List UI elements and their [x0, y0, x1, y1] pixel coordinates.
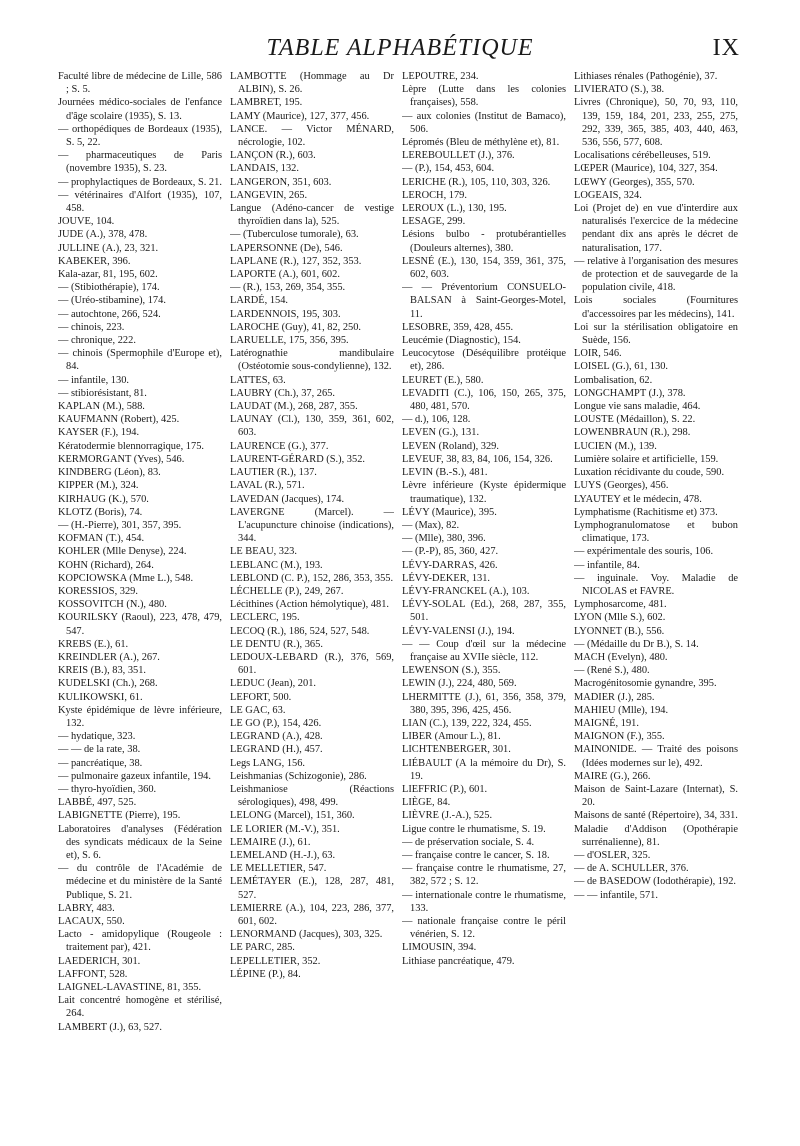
index-entry: — du contrôle de l'Académie de médecine et du ministère de la Santé Publique, S. 21.	[58, 863, 222, 901]
index-entry: LARUELLE, 175, 356, 395.	[230, 335, 349, 347]
index-entry: Lait concentré homogène et stérilisé, 264.	[58, 995, 222, 1020]
index-entry: — (Mlle), 380, 396.	[402, 533, 486, 545]
index-entry: LECLERC, 195.	[230, 612, 300, 624]
index-entry: KIRHAUG (K.), 570.	[58, 493, 149, 505]
index-entry: LAURENCE (G.), 377.	[230, 440, 329, 452]
index-entry: LEFORT, 500.	[230, 691, 292, 703]
index-entry: — — Coup d'œil sur la médecine française au XVIIe siècle, 112.	[402, 638, 566, 663]
index-entry: LYAUTEY et le médecin, 478.	[574, 493, 702, 505]
index-entry: LAROCHE (Guy), 41, 82, 250.	[230, 321, 362, 333]
index-entry: Kyste épidémique de lèvre inférieure, 132.	[58, 704, 222, 729]
index-entry: — pulmonaire gazeux infantile, 194.	[58, 770, 211, 782]
index-entry: LÉVY-SOLAL (Ed.), 268, 287, 355, 501.	[402, 599, 566, 624]
index-entry: LUCIEN (M.), 139.	[574, 440, 657, 452]
index-entry: — chinois, 223.	[58, 321, 125, 333]
index-entry: Faculté libre de médecine de Lille, 586 ; S. 5.	[58, 71, 222, 96]
index-entry: LAEDERICH, 301.	[58, 955, 141, 967]
index-entry: — vétérinaires d'Alfort (1935), 107, 458.	[58, 189, 222, 215]
index-entry: LOISEL (G.), 61, 130.	[574, 361, 668, 373]
index-entry: — thyro-hyoïdien, 360.	[58, 783, 157, 795]
index-entry: KREINDLER (A.), 267.	[58, 651, 160, 663]
index-entry: KIPPER (M.), 324.	[58, 480, 139, 492]
index-entry: LEVEN (Roland), 329.	[402, 440, 499, 452]
index-entry: LEWENSON (S.), 355.	[402, 665, 501, 677]
index-entry: — infantile, 84.	[574, 559, 640, 571]
index-entry: — (Stibiothérapie), 174.	[58, 282, 160, 294]
index-entry: JUDE (A.), 378, 478.	[58, 229, 148, 241]
index-entry: KORESSIOS, 329.	[58, 585, 138, 597]
index-entry: Loi sur la stérilisation obligatoire en Suède, 156.	[574, 321, 738, 347]
index-entry: LABBÉ, 497, 525.	[58, 797, 137, 809]
index-entry: LE GO (P.), 154, 426.	[230, 717, 322, 729]
index-entry: LE BEAU, 323.	[230, 546, 297, 558]
index-entry: LONGCHAMPT (J.), 378.	[574, 387, 686, 399]
index-entry: LABIGNETTE (Pierre), 195.	[58, 810, 181, 822]
index-entry: — relative à l'organisation des mesures de protection et de sauvegarde de la population civile, 418.	[574, 255, 738, 294]
index-entry: — française contre le rhumatisme, 27, 382, 572 ; S. 12.	[402, 863, 566, 888]
index-entry: LIÈVRE (J.-A.), 525.	[402, 810, 493, 822]
index-entry: LAUNAY (Cl.), 130, 359, 361, 602, 603.	[230, 414, 394, 439]
page-title: TABLE ALPHABÉTIQUE	[266, 35, 534, 61]
index-entry: Localisations cérébelleuses, 519.	[574, 150, 711, 162]
index-entry: LARDENNOIS, 195, 303.	[230, 308, 341, 320]
index-entry: MAIGNON (F.), 355.	[574, 731, 665, 743]
index-entry: Legs LANG, 156.	[230, 757, 306, 769]
index-column-3	[402, 70, 566, 1140]
index-entry: LIAN (C.), 139, 222, 324, 455.	[402, 717, 532, 729]
index-entry: LŒWY (Georges), 355, 570.	[574, 176, 695, 188]
index-entry: — — Préventorium CONSUELO-BALSAN à Saint-Georges-Motel, 11.	[402, 282, 566, 320]
index-entry: LATTES, 63.	[230, 374, 286, 386]
index-entry: — autochtone, 266, 524.	[58, 308, 161, 320]
index-entry: Lymphogranulomatose et bubon climatique, 173.	[574, 519, 738, 545]
index-entry: — orthopédiques de Bordeaux (1935), S. 5, 22.	[58, 123, 222, 149]
index-entry: — (H.-Pierre), 301, 357, 395.	[58, 519, 182, 531]
index-entry: KREIS (B.), 83, 351.	[58, 665, 147, 677]
index-entry: LELONG (Marcel), 151, 360.	[230, 810, 355, 822]
index-entry: LÉVY-DARRAS, 426.	[402, 559, 498, 571]
index-entry: LAMBOTTE (Hommage au Dr ALBIN), S. 26.	[230, 71, 394, 96]
index-entry: LÉVY (Maurice), 395.	[402, 506, 497, 518]
index-entry: Kératodermie blennorragique, 175.	[58, 440, 204, 452]
index-entry: LIÉBAULT (A la mémoire du Dr), S. 19.	[402, 757, 566, 782]
index-entry: — de A. SCHULLER, 376.	[574, 863, 689, 875]
index-entry: Ligue contre le rhumatisme, S. 19.	[402, 823, 546, 835]
index-entry: Loi (Projet de) en vue d'interdire aux naturalisés l'exercice de la médecine pendant dix ans après le décret de naturalisation, 177.	[574, 203, 738, 254]
index-entry: Lécithines (Action hémolytique), 481.	[230, 599, 389, 611]
index-entry: — nationale française contre le péril vénérien, S. 12.	[402, 916, 566, 941]
index-entry: — (René S.), 480.	[574, 665, 650, 677]
index-entry: KAYSER (F.), 194.	[58, 427, 140, 439]
index-entry: — chronique, 222.	[58, 335, 136, 347]
index-entry: MAINONIDE. — Traité des poisons (Idées modernes sur le), 492.	[574, 744, 738, 769]
index-entry: Maladie d'Addison (Opothérapie surrénalienne), 81.	[574, 823, 738, 848]
index-entry: LABRY, 483.	[58, 902, 115, 914]
index-entry: LAMBERT (J.), 63, 527.	[58, 1021, 162, 1033]
index-entry: KAPLAN (M.), 588.	[58, 401, 145, 413]
index-entry: Leishmaniose (Réactions sérologiques), 498, 499.	[230, 783, 394, 809]
index-entry: — d'OSLER, 325.	[574, 849, 651, 861]
index-entry: LAFFONT, 528.	[58, 968, 128, 980]
index-entry: KULIKOWSKI, 61.	[58, 691, 143, 703]
index-entry: LAURENT-GÉRARD (S.), 352.	[230, 453, 365, 465]
index-entry: LEVEN (G.), 131.	[402, 427, 480, 439]
index-entry: — chinois (Spermophile d'Europe et), 84.	[58, 348, 222, 373]
index-entry: Laboratoires d'analyses (Fédération des syndicats médicaux de la Seine et), S. 6.	[58, 823, 222, 861]
index-entry: LÉPINE (P.), 84.	[230, 968, 301, 980]
index-entry: KOSSOVITCH (N.), 480.	[58, 599, 167, 611]
index-entry: LIMOUSIN, 394.	[402, 942, 477, 954]
index-entry: JULLINE (A.), 23, 321.	[58, 242, 159, 254]
page-header	[0, 0, 800, 64]
index-entry: Kala-azar, 81, 195, 602.	[58, 269, 158, 281]
index-entry: Lymphosarcome, 481.	[574, 599, 667, 611]
index-entry: — — infantile, 571.	[574, 889, 658, 901]
index-entry: LEGRAND (A.), 428.	[230, 731, 323, 743]
index-entry: KAUFMANN (Robert), 425.	[58, 414, 180, 426]
index-entry: LÉCHELLE (P.), 249, 267.	[230, 585, 344, 597]
index-entry: LOWENBRAUN (R.), 298.	[574, 427, 691, 439]
index-entry: Lombalisation, 62.	[574, 374, 653, 386]
index-entry: LANDAIS, 132.	[230, 163, 299, 175]
index-entry: MAIRE (G.), 266.	[574, 770, 651, 782]
index-entry: LANGERON, 351, 603.	[230, 176, 332, 188]
index-entry: LAPLANE (R.), 127, 352, 353.	[230, 255, 362, 267]
index-entry: LARDÉ, 154.	[230, 295, 289, 307]
index-entry: LIEFFRIC (P.), 601.	[402, 783, 488, 795]
index-entry: LOUSTE (Médaillon), S. 22.	[574, 414, 696, 426]
index-entry: LEDOUX-LEBARD (R.), 376, 569, 601.	[230, 651, 394, 677]
index-entry: KERMORGANT (Yves), 546.	[58, 453, 185, 465]
index-entry: LÉVY-FRANCKEL (A.), 103.	[402, 585, 530, 597]
index-entry: LAPORTE (A.), 601, 602.	[230, 269, 340, 281]
index-entry: Lèpre (Lutte dans les colonies françaises), 558.	[402, 84, 566, 109]
index-entry: Leishmanias (Schizogonie), 286.	[230, 770, 367, 782]
index-entry: — inguinale. Voy. Maladie de NICOLAS et FAVRE.	[574, 572, 738, 597]
index-entry: — hydatique, 323.	[58, 731, 136, 743]
index-entry: LAVEDAN (Jacques), 174.	[230, 493, 345, 505]
index-entry: Lumière solaire et artificielle, 159.	[574, 453, 719, 465]
index-entry: LEROUX (L.), 130, 195.	[402, 203, 507, 215]
index-entry: — (R.), 153, 269, 354, 355.	[230, 282, 346, 294]
index-entry: LE DENTU (R.), 365.	[230, 638, 323, 650]
index-entry: LEVEUF, 38, 83, 84, 106, 154, 326.	[402, 453, 553, 465]
index-entry: — aux colonies (Institut de Bamaco), 506.	[402, 110, 566, 135]
index-entry: KLOTZ (Boris), 74.	[58, 506, 143, 518]
index-entry: — (Tuberculose tumorale), 63.	[230, 229, 359, 241]
index-entry: Lithiases rénales (Pathogénie), 37.	[574, 71, 718, 82]
index-entry: Leucocytose (Déséquilibre protéique et), 286.	[402, 348, 566, 373]
index-entry: LHERMITTE (J.), 61, 356, 358, 379, 380, 395, 396, 425, 456.	[402, 691, 566, 716]
index-entry: — (Max), 82.	[402, 519, 460, 531]
index-entry: KINDBERG (Léon), 83.	[58, 467, 161, 479]
index-entry: LAMBRET, 195.	[230, 97, 303, 109]
index-entry: LEPOUTRE, 234.	[402, 71, 479, 82]
index-entry: Latérognathie mandibulaire (Ostéotomie sous-condylienne), 132.	[230, 348, 394, 373]
index-entry: LEPELLETIER, 352.	[230, 955, 321, 967]
index-entry: LE GAC, 63.	[230, 704, 286, 716]
index-entry: LE PARC, 285.	[230, 942, 295, 954]
index-entry: KOHLER (Mlle Denyse), 224.	[58, 546, 187, 558]
index-entry: — pancréatique, 38.	[58, 757, 143, 769]
index-entry: KOURILSKY (Raoul), 223, 478, 479, 547.	[58, 612, 222, 637]
index-entry: LANCE. — Victor MÉNARD, nécrologie, 102.	[230, 123, 394, 149]
index-entry: Lacto - amidopylique (Rougeole : traitement par), 421.	[58, 929, 222, 954]
index-entry: LEVIN (B.-S.), 481.	[402, 467, 488, 479]
index-entry: LAUTIER (R.), 137.	[230, 467, 317, 479]
index-entry: LEBLOND (C. P.), 152, 286, 353, 355.	[230, 572, 394, 584]
index-entry: — (Médaille du Dr B.), S. 14.	[574, 638, 699, 650]
index-entry: LOIR, 546.	[574, 348, 622, 360]
index-entry: LE LORIER (M.-V.), 351.	[230, 823, 340, 835]
index-entry: Journées médico-sociales de l'enfance d'âge scolaire (1935), S. 13.	[58, 97, 222, 122]
index-entry: KREBS (E.), 61.	[58, 638, 129, 650]
index-entry: KOFMAN (T.), 454.	[58, 533, 145, 545]
index-entry: LEMELAND (H.-J.), 63.	[230, 849, 336, 861]
index-entry: Longue vie sans maladie, 464.	[574, 401, 701, 413]
index-entry: — (Uréo-stibamine), 174.	[58, 295, 166, 307]
index-entry: — internationale contre le rhumatisme, 133.	[402, 889, 566, 914]
index-entry: LEREBOULLET (J.), 376.	[402, 150, 515, 162]
index-entry: LESAGE, 299.	[402, 216, 466, 228]
index-entry: MACH (Evelyn), 480.	[574, 651, 668, 663]
index-entry: LENORMAND (Jacques), 303, 325.	[230, 929, 383, 941]
index-entry: Maison de Saint-Lazare (Internat), S. 20.	[574, 783, 738, 809]
index-entry: LÉVY-DEKER, 131.	[402, 572, 491, 584]
index-column-2	[230, 70, 394, 1140]
index-column-4	[574, 70, 738, 1140]
index-entry: LAIGNEL-LAVASTINE, 81, 355.	[58, 982, 202, 994]
index-entry: LIBER (Amour L.), 81.	[402, 731, 501, 743]
index-entry: LAMY (Maurice), 127, 377, 456.	[230, 110, 370, 122]
index-entry: Langue (Adéno-cancer de vestige thyroïdien dans la), 525.	[230, 203, 394, 228]
index-entry: — de BASEDOW (Iodothérapie), 192.	[574, 876, 736, 888]
index-entry: Livres (Chronique), 50, 70, 93, 110, 139, 159, 184, 201, 233, 255, 275, 292, 339, 365, 385, 403, 440, 463, 536, 556, 577, 608.	[574, 97, 738, 149]
index-entry: KOHN (Richard), 264.	[58, 559, 154, 571]
index-entry: KOPCIOWSKA (Mme L.), 548.	[58, 572, 194, 584]
index-entry: LIÈGE, 84.	[402, 797, 451, 809]
index-entry: MADIER (J.), 285.	[574, 691, 655, 703]
index-entry: Lymphatisme (Rachitisme et) 373.	[574, 506, 718, 518]
index-entry: KUDELSKI (Ch.), 268.	[58, 678, 158, 690]
index-entry: JOUVE, 104.	[58, 216, 115, 228]
index-entry: — pharmaceutiques de Paris (novembre 1935), S. 23.	[58, 150, 222, 175]
index-entry: LEURET (E.), 580.	[402, 374, 484, 386]
index-entry: LAPERSONNE (De), 546.	[230, 242, 343, 254]
index-entry: LEMAIRE (J.), 61.	[230, 836, 311, 848]
index-entry: LEDUC (Jean), 201.	[230, 678, 316, 690]
page-number: IX	[712, 35, 740, 61]
index-entry: MAIGNÉ, 191.	[574, 717, 639, 729]
index-entry: LYONNET (B.), 556.	[574, 625, 665, 637]
index-entry: Lithiase pancréatique, 479.	[402, 955, 515, 967]
index-entry: — de préservation sociale, S. 4.	[402, 836, 535, 848]
index-entry: LE MELLETIER, 547.	[230, 863, 327, 875]
index-entry: LŒPER (Maurice), 104, 327, 354.	[574, 163, 718, 175]
index-entry: LEROCH, 179.	[402, 189, 467, 201]
index-entry: Leucémie (Diagnostic), 154.	[402, 335, 521, 347]
index-entry: LAVERGNE (Marcel). — L'acupuncture chinoise (indications), 344.	[230, 506, 394, 545]
index-entry: Maisons de santé (Répertoire), 34, 331.	[574, 810, 738, 822]
index-entry: LECOQ (R.), 186, 524, 527, 548.	[230, 625, 370, 637]
index-entry: LEGRAND (H.), 457.	[230, 744, 323, 756]
index-entry: LESNÉ (E.), 130, 154, 359, 361, 375, 602, 603.	[402, 255, 566, 281]
index-entry: LIVIERATO (S.), 38.	[574, 84, 665, 96]
index-entry: LEWIN (J.), 224, 480, 569.	[402, 678, 517, 690]
index-entry: LICHTENBERGER, 301.	[402, 744, 511, 756]
index-entry: LEMÉTAYER (E.), 128, 287, 481, 527.	[230, 876, 394, 901]
index-entry: — stibiorésistant, 81.	[58, 387, 147, 399]
index-entry: Macrogénitosomie gynandre, 395.	[574, 678, 717, 690]
index-entry: LYON (Mlle S.), 602.	[574, 612, 666, 624]
index-entry: — (P.), 154, 453, 604.	[402, 163, 495, 175]
index-columns	[58, 70, 738, 1140]
index-entry: Lois sociales (Fournitures d'accessoires par les médecins), 141.	[574, 295, 738, 320]
index-entry: — (P.-P), 85, 360, 427.	[402, 546, 499, 558]
index-entry: LERICHE (R.), 105, 110, 303, 326.	[402, 176, 551, 188]
index-entry: LAVAL (R.), 571.	[230, 480, 305, 492]
index-entry: LAUDAT (M.), 268, 287, 355.	[230, 401, 358, 413]
index-entry: LOGEAIS, 324.	[574, 189, 642, 201]
index-entry: LESOBRE, 359, 428, 455.	[402, 321, 514, 333]
index-entry: LÉVY-VALENSI (J.), 194.	[402, 625, 515, 637]
index-entry: — — de la rate, 38.	[58, 744, 141, 756]
index-entry: LEMIERRE (A.), 104, 223, 286, 377, 601, 602.	[230, 902, 394, 927]
index-entry: Lépromés (Bleu de méthylène et), 81.	[402, 137, 560, 149]
index-entry: LEVADITI (C.), 106, 150, 265, 375, 480, 481, 570.	[402, 387, 566, 413]
index-entry: — expérimentale des souris, 106.	[574, 546, 714, 558]
index-entry: Lèvre inférieure (Kyste épidermique traumatique), 132.	[402, 480, 566, 505]
index-entry: LEBLANC (M.), 193.	[230, 559, 323, 571]
index-entry: KABEKER, 396.	[58, 255, 131, 267]
index-entry: — prophylactiques de Bordeaux, S. 21.	[58, 176, 222, 188]
index-entry: LUYS (Georges), 456.	[574, 480, 669, 492]
index-column-1	[58, 70, 222, 1140]
index-entry: — d.), 106, 128.	[402, 414, 471, 426]
index-entry: Lésions bulbo - protubérantielles (Douleurs alternes), 380.	[402, 229, 566, 254]
index-entry: LANÇON (R.), 603.	[230, 150, 316, 162]
index-entry: — française contre le cancer, S. 18.	[402, 849, 550, 861]
index-entry: MAHIEU (Mlle), 194.	[574, 704, 669, 716]
index-entry: LACAUX, 550.	[58, 916, 125, 927]
index-entry: LANGEVIN, 265.	[230, 189, 308, 201]
index-entry: Luxation récidivante du coude, 590.	[574, 467, 725, 479]
index-entry: LAUBRY (Ch.), 37, 265.	[230, 387, 335, 399]
index-entry: — infantile, 130.	[58, 374, 129, 386]
